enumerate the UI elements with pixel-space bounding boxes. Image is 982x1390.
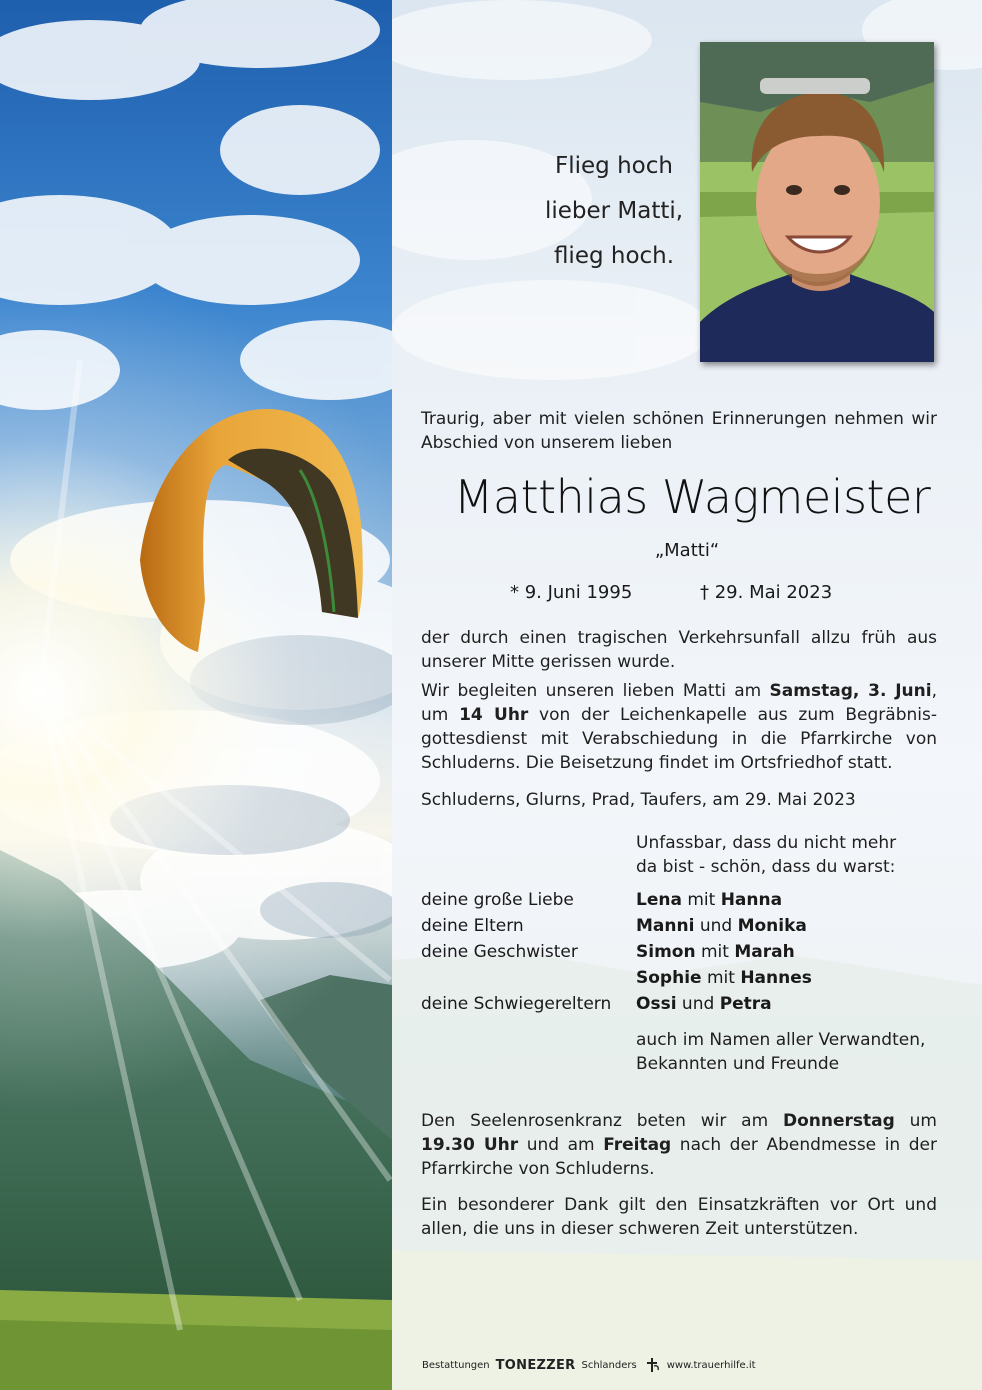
relative-row <box>421 968 941 994</box>
relative-name: Lena <box>636 890 682 910</box>
relative-row <box>421 994 941 1020</box>
relative-names <box>636 942 795 962</box>
motto-line: flieg hoch. <box>553 243 675 269</box>
obituary-text-panel <box>392 0 982 1390</box>
funeral-details <box>421 679 937 775</box>
rosary-day: Donnerstag <box>783 1111 895 1131</box>
relative-conjunction: mit <box>701 968 741 988</box>
relative-name: Sophie <box>636 968 702 988</box>
ceremony-text: Wir begleiten unseren lieben Matti am <box>421 681 770 701</box>
accident-text: der durch einen tragischen Verkehrsunfall allzu früh aus unserer Mitte gerissen wurde. <box>421 628 937 672</box>
portrait-photo <box>700 42 934 362</box>
deceased-nickname: „Matti“ <box>654 540 720 561</box>
relative-names <box>636 890 782 910</box>
also-line: auch im Namen aller Verwandten, <box>636 1030 926 1050</box>
relative-label: deine Eltern <box>421 916 524 936</box>
motto-line: Flieg hoch <box>555 153 673 179</box>
relative-row <box>421 942 941 968</box>
relative-name: Hannes <box>740 968 812 988</box>
relative-label: deine Geschwister <box>421 942 578 962</box>
death-date: † 29. Mai 2023 <box>700 582 833 603</box>
relative-names <box>636 994 772 1014</box>
paraglider-photo <box>0 0 392 1390</box>
quote-line: Unfassbar, dass du nicht mehr <box>636 833 897 853</box>
footer-location: Schlanders <box>581 1359 637 1371</box>
relative-name: Marah <box>734 942 795 962</box>
motto-line: lieber Matti, <box>544 198 684 224</box>
rosary-text: und am <box>518 1135 604 1155</box>
rosary-text: Den Seelenrosenkranz beten wir am <box>421 1111 784 1131</box>
rosary-text: nach der Abendmesse in der Pfarrkirche von Schluderns. <box>421 1135 938 1179</box>
relative-name: Simon <box>636 942 696 962</box>
deceased-name: Matthias Wagmeister <box>453 470 931 524</box>
mourning-quote <box>636 831 936 879</box>
also-on-behalf <box>636 1028 946 1076</box>
funeral-day: Samstag, 3. Juni <box>769 681 932 701</box>
relative-name: Ossi <box>636 994 677 1014</box>
quote-line: da bist - schön, dass du warst: <box>636 857 896 877</box>
footer-prefix: Bestattungen <box>422 1359 490 1371</box>
relative-name: Monika <box>737 916 807 936</box>
relative-conjunction: und <box>676 994 720 1014</box>
relative-name: Petra <box>719 994 772 1014</box>
thanks-text: Ein besonderer Dank gilt den Einsatzkräften vor Ort und allen, die uns in dieser schweren Zeit unterstützen. <box>421 1195 937 1239</box>
intro-text: Traurig, aber mit vielen schönen Erinnerungen nehmen wir Abschied von unserem lieben <box>421 409 937 453</box>
relative-conjunction: und <box>694 916 738 936</box>
relative-name: Hanna <box>720 890 783 910</box>
cross-logo-icon <box>643 1356 661 1374</box>
also-line: Bekannten und Freunde <box>636 1054 840 1074</box>
birth-date: * 9. Juni 1995 <box>510 582 633 603</box>
rosary-time: 19.30 Uhr <box>421 1135 519 1155</box>
relative-row <box>421 890 941 916</box>
ceremony-text: von der Leichenkapelle aus zum Begräbnis-gottesdienst mit Verabschiedung in die Pfarrkirche von Schluderns. Die Beisetzung findet im Ortsfriedhof statt. <box>421 705 937 773</box>
relative-conjunction: mit <box>695 942 735 962</box>
funeral-home-brand: TONEZZER <box>495 1357 576 1373</box>
funeral-time: 14 Uhr <box>459 705 529 725</box>
ceremony-text: , um <box>421 681 937 725</box>
relative-name: Manni <box>636 916 695 936</box>
relative-names <box>636 968 812 988</box>
funeral-home-footer <box>422 1356 756 1374</box>
relative-label: deine große Liebe <box>421 890 574 910</box>
rosary-details <box>421 1109 937 1181</box>
rosary-day: Freitag <box>603 1135 672 1155</box>
place-and-date: Schluderns, Glurns, Prad, Taufers, am 29. Mai 2023 <box>421 790 856 810</box>
rosary-text: um <box>894 1111 937 1131</box>
relative-label: deine Schwiegereltern <box>421 994 612 1014</box>
relative-names <box>636 916 807 936</box>
relative-conjunction: mit <box>681 890 721 910</box>
relative-row <box>421 916 941 942</box>
website-link[interactable]: www.trauerhilfe.it <box>666 1359 756 1371</box>
